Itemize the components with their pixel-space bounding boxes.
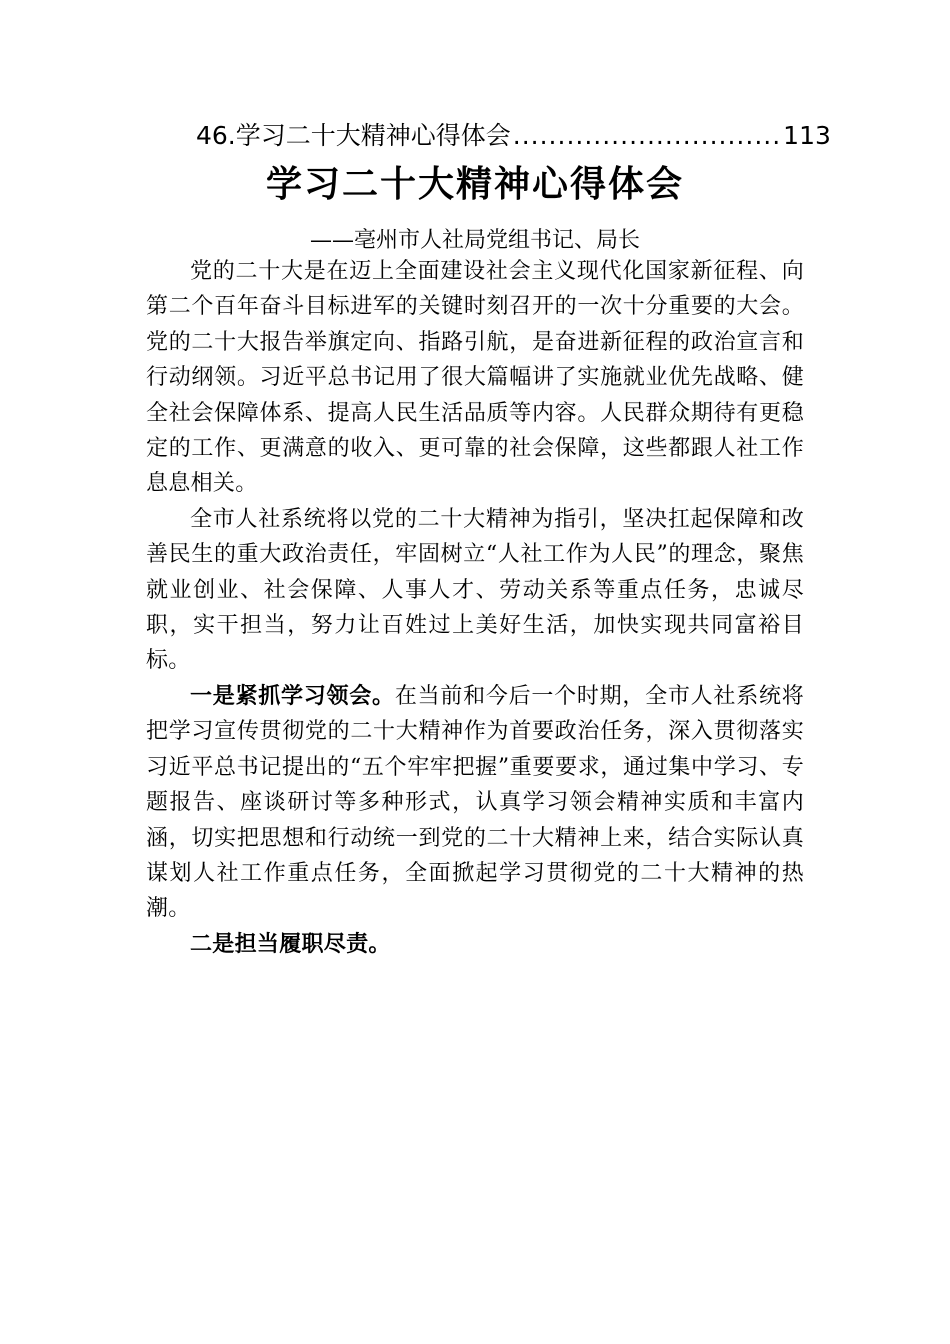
article-body: [146, 254, 804, 962]
toc-entry-title: 46.学习二十大精神心得体会: [196, 121, 511, 150]
paragraph-1: [146, 254, 804, 502]
toc-page-number: 113: [783, 121, 831, 150]
paragraph-3-lead: 一是紧抓学习领会。: [190, 682, 395, 709]
paragraph-2-text: 全市人社系统将以党的二十大精神为指引，坚决扛起保障和改善民生的重大政治责任，牢固树立“人社工作为人民”的理念，聚焦就业创业、社会保障、人事人才、劳动关系等重点任务，忠诚尽职，实干担当，努力让百姓过上美好生活，加快实现共同富裕目标。: [146, 506, 804, 674]
article-byline: ——亳州市人社局党组书记、局长: [309, 228, 640, 253]
paragraph-3: [146, 679, 804, 927]
paragraph-1-text: 党的二十大是在迈上全面建设社会主义现代化国家新征程、向第二个百年奋斗目标进军的关键时刻召开的一次十分重要的大会。党的二十大报告举旗定向、指路引航，是奋进新征程的政治宣言和行动纲领。习近平总书记用了很大篇幅讲了实施就业优先战略、健全社会保障体系、提高人民生活品质等内容。人民群众期待有更稳定的工作、更满意的收入、更可靠的社会保障，这些都跟人社工作息息相关。: [146, 259, 804, 497]
paragraph-2: [146, 502, 804, 679]
paragraph-4-lead: 二是担当履职尽责。: [190, 930, 391, 957]
toc-leader-dots: ..............................: [512, 121, 782, 150]
toc-entry: [196, 116, 831, 156]
article-title: 学习二十大精神心得体会: [265, 163, 684, 205]
paragraph-4: [146, 927, 804, 962]
paragraph-3-text: 在当前和今后一个时期，全市人社系统将把学习宣传贯彻党的二十大精神作为首要政治任务，深入贯彻落实习近平总书记提出的“五个牢牢把握”重要要求，通过集中学习、专题报告、座谈研讨等多种形式，认真学习领会精神实质和丰富内涵，切实把思想和行动统一到党的二十大精神上来，结合实际认真谋划人社工作重点任务，全面掀起学习贯彻党的二十大精神的热潮。: [146, 683, 805, 922]
